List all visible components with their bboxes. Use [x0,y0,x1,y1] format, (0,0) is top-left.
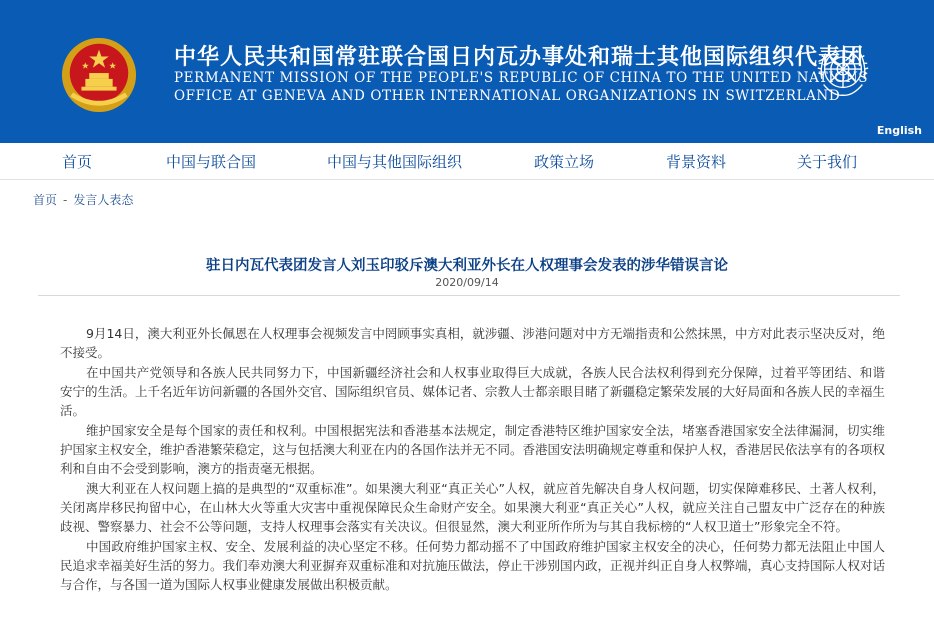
nav-item-home[interactable]: 首页 [62,153,93,171]
english-link[interactable]: English [876,124,922,137]
breadcrumb-home[interactable]: 首页 [33,193,58,207]
main-nav [0,143,934,180]
breadcrumb-spokesperson[interactable]: 发言人表态 [73,193,134,207]
mission-title-cn: 中华人民共和国常驻联合国日内瓦办事处和瑞士其他国际组织代表团 [174,45,865,70]
article-body [60,324,885,595]
national-emblem-icon [60,36,138,114]
un-emblem-icon [812,40,874,102]
nav-item-china-and-other-orgs[interactable]: 中国与其他国际组织 [327,153,463,171]
header-banner [0,0,934,143]
article-paragraph: 在中国共产党领导和各族人民共同努力下，中国新疆经济社会和人权事业取得巨大成就，各族人民合法权利得到充分保障，过着平等团结、和谐安宁的生活。上千名近年访问新疆的各国外交官、国际组织官员、媒体记者、宗教人士都亲眼目睹了新疆稳定繁荣发展的大好局面和各族人民的幸福生活。 [60,365,886,418]
article-paragraph: 澳大利亚在人权问题上搞的是典型的“双重标准”。如果澳大利亚“真正关心”人权，就应首先解决自身人权问题，切实保障难移民、土著人权利，关闭离岸移民拘留中心，在山林大火等重大灾害中重视保障民众生命财产安全。如果澳大利亚“真正关心”人权，就应关注自己盟友中广泛存在的种族歧视、警察暴力、社会不公等问题，支持人权理事会落实有关决议。但很显然，澳大利亚所作所为与其自我标榜的“人权卫道士”形象完全不符。 [60,481,885,534]
nav-item-about-us[interactable]: 关于我们 [797,153,858,171]
breadcrumb [33,191,133,208]
nav-item-background[interactable]: 背景资料 [666,153,727,171]
article-date: 2020/09/14 [435,276,499,289]
mission-title-en-line2: OFFICE AT GENEVA AND OTHER INTERNATIONAL ORGANIZATIONS IN SWITZERLAND [174,88,841,104]
mission-title-en-line1: PERMANENT MISSION OF THE PEOPLE'S REPUBLIC OF CHINA TO THE UNITED NATIONS [174,70,869,86]
nav-item-china-and-un[interactable]: 中国与联合国 [166,153,257,171]
nav-item-policy[interactable]: 政策立场 [534,153,595,171]
article-title: 驻日内瓦代表团发言人刘玉印驳斥澳大利亚外长在人权理事会发表的涉华错误言论 [206,258,728,274]
breadcrumb-separator: - [63,193,68,207]
divider [38,295,900,296]
article-paragraph: 中国政府维护国家主权、安全、发展利益的决心坚定不移。任何势力都动摇不了中国政府维护国家主权安全的决心，任何势力都无法阻止中国人民追求幸福美好生活的努力。我们奉劝澳大利亚摒弃双重标准和对抗施压做法，停止干涉别国内政，正视并纠正自身人权弊端，真心支持国际人权对话与合作，与各国一道为国际人权事业健康发展做出积极贡献。 [60,539,886,592]
article-paragraph: 维护国家安全是每个国家的责任和权利。中国根据宪法和香港基本法规定，制定香港特区维护国家安全法，堵塞香港国家安全法律漏洞，切实维护国家主权安全，维护香港繁荣稳定，这与包括澳大利亚在内的各国作法并无不同。香港国安法明确规定尊重和保护人权，香港居民依法享有的各项权利和自由不会受到影响，澳方的指责毫无根据。 [60,423,886,476]
article-paragraph: 9月14日，澳大利亚外长佩恩在人权理事会视频发言中罔顾事实真相，就涉疆、涉港问题对中方无端指责和公然抹黑，中方对此表示坚决反对，绝不接受。 [60,326,885,360]
